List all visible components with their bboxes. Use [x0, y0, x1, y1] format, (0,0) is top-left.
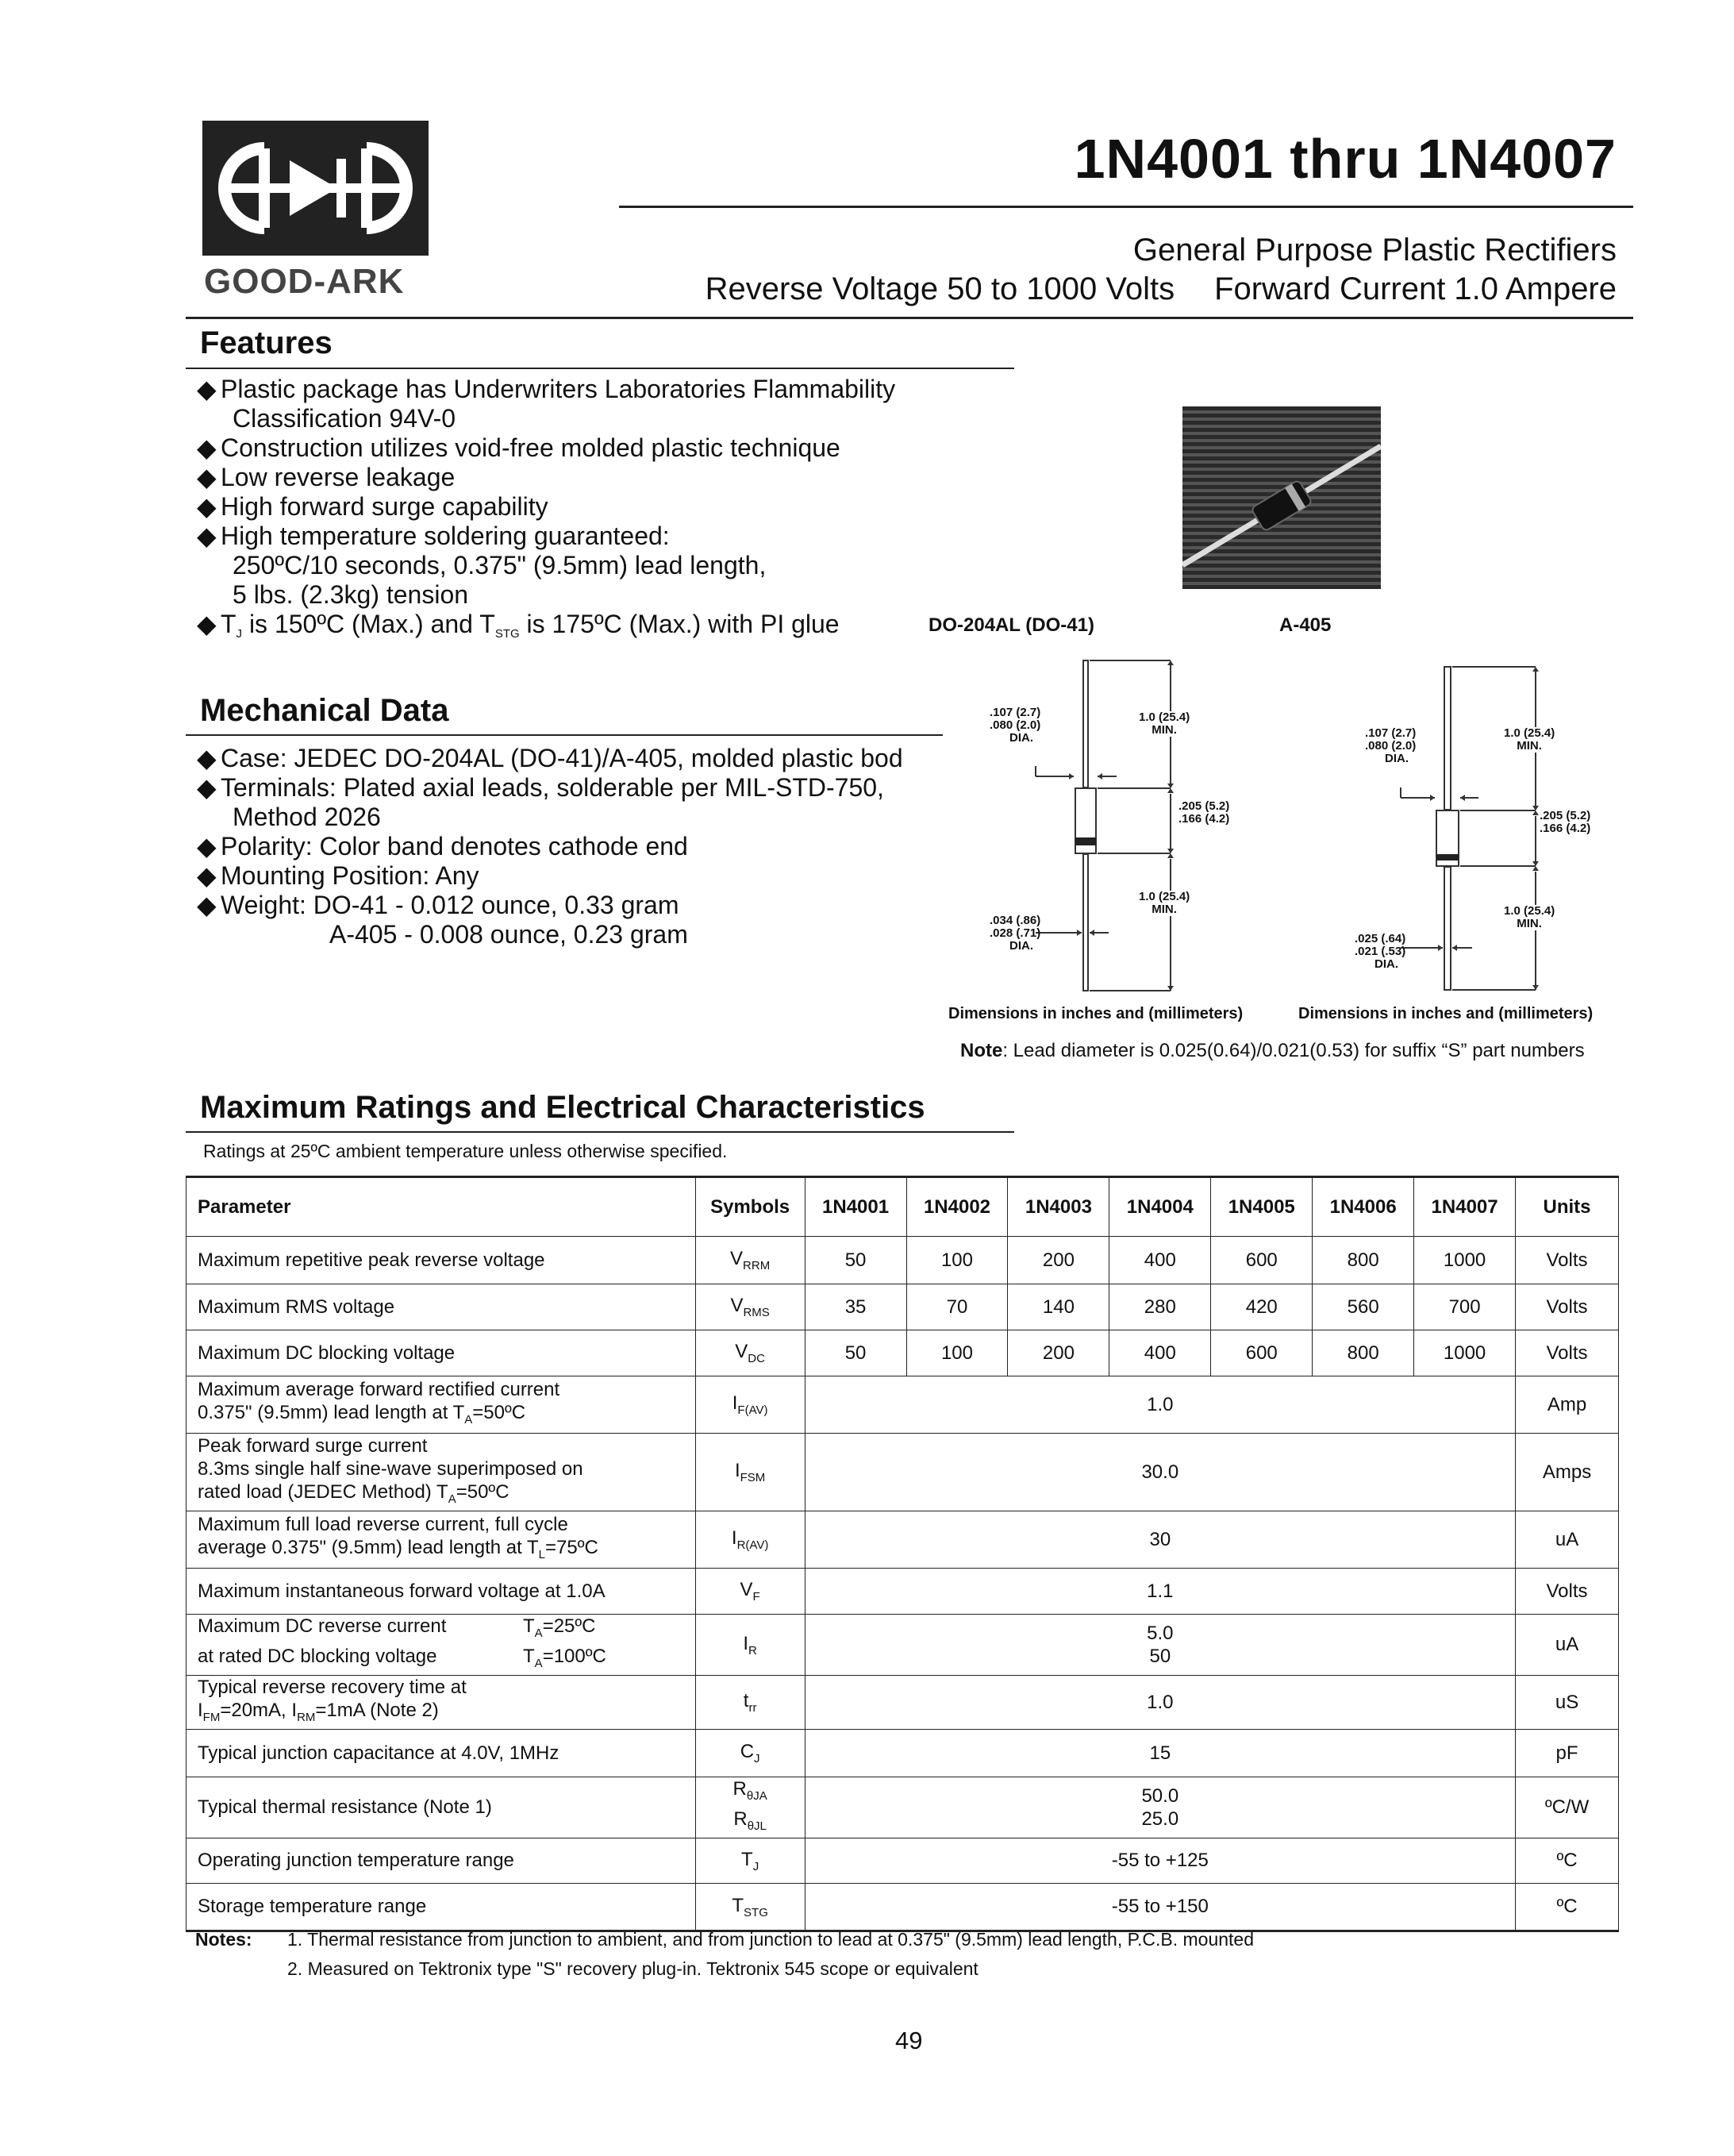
cell-value: 5.0 50 [805, 1615, 1515, 1676]
table-row-tj [186, 1838, 1619, 1884]
a405-bottom-lead-length: 1.0 (25.4) MIN. [1504, 904, 1555, 930]
a405-lead-diameter: .025 (.64) .021 (.53) DIA. [1355, 932, 1406, 971]
table-row-rth [186, 1777, 1619, 1838]
cell-value: 560 [1313, 1284, 1414, 1330]
do41-body-diameter: .107 (2.7) .080 (2.0) DIA. [990, 706, 1041, 745]
row-parameter: Peak forward surge current 8.3ms single half sine-wave superimposed on rated load (JEDEC Method) $T_A=50ºC$ [186, 1434, 696, 1511]
do41-dimension-caption: Dimensions in inches and (millimeters) [948, 1005, 1244, 1022]
table-row-ifsm [186, 1434, 1619, 1511]
row-symbol: $V_{DC}$ [695, 1330, 805, 1376]
mechanical-item-continued: A-405 - 0.008 ounce, 0.23 gram [329, 920, 688, 949]
note-1: 1. Thermal resistance from junction to ambient, and from junction to lead at 0.375" (9.5mm) lead length, P.C.B. mounted [287, 1929, 1255, 1950]
a405-dimension-caption: Dimensions in inches and (millimeters) [1298, 1005, 1594, 1022]
row-unit: Volts [1516, 1330, 1619, 1376]
feature-item-continued: 250ºC/10 seconds, 0.375" (9.5mm) lead length, [233, 551, 767, 579]
cell-value: 140 [1008, 1284, 1109, 1330]
cell-value: 400 [1109, 1237, 1211, 1284]
ratings-conditions: Ratings at 25ºC ambient temperature unless otherwise specified. [203, 1141, 728, 1161]
a405-dimension-drawing [1345, 659, 1619, 992]
cell-value: 1.1 [805, 1569, 1515, 1615]
diamond-bullet-icon: ◆ [197, 832, 217, 860]
feature-item-temperature: ◆ $T_J$ is 150ºC (Max.) and $T_{STG}$ is 175ºC (Max.) with PI glue [197, 610, 840, 641]
row-symbol: $t_{rr}$ [695, 1676, 805, 1730]
do41-label: DO-204AL (DO-41) [929, 614, 1094, 636]
header-symbols: Symbols [695, 1177, 805, 1237]
cell-value: 700 [1414, 1284, 1516, 1330]
do41-lead-diameter: .034 (.86) .028 (.71) DIA. [990, 914, 1041, 953]
feature-item-continued: 5 lbs. (2.3kg) tension [233, 580, 469, 609]
a405-body-length: .205 (5.2) .166 (4.2) [1540, 809, 1591, 835]
cell-value: -55 to +150 [805, 1884, 1515, 1931]
cell-value: 30 [805, 1511, 1515, 1569]
cell-value: 1.0 [805, 1376, 1515, 1434]
row-symbol: $R_{\theta JA}$ $R_{\theta JL}$ [695, 1777, 805, 1838]
row-parameter: Maximum average forward rectified current 0.375" (9.5mm) lead length at $T_A=50ºC$ [186, 1376, 696, 1434]
package-photo [1182, 406, 1381, 589]
header-units: Units [1516, 1177, 1619, 1237]
ratings-rule [186, 1131, 1014, 1133]
cell-value: 420 [1211, 1284, 1313, 1330]
row-parameter: Maximum RMS voltage [186, 1284, 696, 1330]
row-symbol: $V_{RRM}$ [695, 1237, 805, 1284]
brand-name: GOOD-ARK [204, 262, 405, 301]
ratings-table [186, 1176, 1619, 1932]
feature-item: ◆ Plastic package has Underwriters Laboratories Flammability [197, 375, 896, 403]
diamond-bullet-icon: ◆ [197, 610, 217, 638]
diamond-bullet-icon: ◆ [197, 375, 217, 403]
row-symbol: $C_J$ [695, 1730, 805, 1777]
mechanical-item: ◆ Weight: DO-41 - 0.012 ounce, 0.33 gram [197, 891, 679, 919]
row-parameter: Typical thermal resistance (Note 1) [186, 1777, 696, 1838]
header-1n4004: 1N4004 [1109, 1177, 1211, 1237]
row-parameter: Storage temperature range [186, 1884, 696, 1931]
feature-item: ◆ High temperature soldering guaranteed: [197, 522, 670, 550]
header-parameter: Parameter [186, 1177, 696, 1237]
cell-value: 800 [1313, 1237, 1414, 1284]
row-unit: ºC [1516, 1838, 1619, 1884]
row-parameter: Operating junction temperature range [186, 1838, 696, 1884]
header-1n4001: 1N4001 [805, 1177, 906, 1237]
features-heading: Features [200, 325, 333, 360]
do41-top-lead-length: 1.0 (25.4) MIN. [1139, 710, 1190, 737]
feature-item: ◆ Low reverse leakage [197, 463, 456, 491]
row-symbol: $I_{FSM}$ [695, 1434, 805, 1511]
row-symbol: $T_J$ [695, 1838, 805, 1884]
mechanical-list [0, 0, 936, 961]
header-1n4005: 1N4005 [1211, 1177, 1313, 1237]
do41-body-length: .205 (5.2) .166 (4.2) [1178, 799, 1230, 826]
mechanical-item-continued: Method 2026 [233, 803, 381, 831]
cell-value: 1000 [1414, 1330, 1516, 1376]
row-unit: Amps [1516, 1434, 1619, 1511]
reverse-voltage-summary: Reverse Voltage 50 to 1000 Volts [705, 271, 1175, 306]
cell-value: 200 [1008, 1237, 1109, 1284]
diamond-bullet-icon: ◆ [197, 463, 217, 491]
row-unit: Volts [1516, 1284, 1619, 1330]
cell-value: -55 to +125 [805, 1838, 1515, 1884]
feature-item: ◆ High forward surge capability [197, 492, 548, 521]
row-parameter: Maximum full load reverse current, full cycle average 0.375" (9.5mm) lead length at $T_L=75ºC$ [186, 1511, 696, 1569]
row-unit: Volts [1516, 1569, 1619, 1615]
subtitle: General Purpose Plastic Rectifiers [1132, 233, 1617, 268]
cell-value: 800 [1313, 1330, 1414, 1376]
table-row-ir [186, 1615, 1619, 1676]
cell-value: 280 [1109, 1284, 1211, 1330]
header-1n4006: 1N4006 [1313, 1177, 1414, 1237]
feature-item: ◆ Construction utilizes void-free molded plastic technique [197, 433, 840, 462]
diamond-bullet-icon: ◆ [197, 433, 217, 462]
page-title: 1N4001 thru 1N4007 [1074, 128, 1617, 190]
cell-value: 1.0 [805, 1676, 1515, 1730]
row-unit: uA [1516, 1511, 1619, 1569]
cell-value: 30.0 [805, 1434, 1515, 1511]
table-row-vrrm [186, 1237, 1619, 1284]
forward-current-summary: Forward Current 1.0 Ampere [1214, 271, 1617, 306]
row-parameter: Maximum DC reverse current $T_A=25ºC$ at rated DC blocking voltage $T_A=100ºC$ [186, 1615, 696, 1676]
a405-top-lead-length: 1.0 (25.4) MIN. [1504, 726, 1555, 753]
cell-value: 1000 [1414, 1237, 1516, 1284]
header-1n4002: 1N4002 [906, 1177, 1008, 1237]
table-row-vdc [186, 1330, 1619, 1376]
row-unit: pF [1516, 1730, 1619, 1777]
table-row-vrms [186, 1284, 1619, 1330]
row-parameter: Maximum DC blocking voltage [186, 1330, 696, 1376]
row-parameter: Typical junction capacitance at 4.0V, 1MHz [186, 1730, 696, 1777]
diamond-bullet-icon: ◆ [197, 744, 217, 772]
diamond-bullet-icon: ◆ [197, 773, 217, 802]
cell-value: 50 [805, 1237, 906, 1284]
a405-label: A-405 [1279, 614, 1332, 636]
lead-diameter-note: Note: Lead diameter is 0.025(0.64)/0.021(0.53) for suffix “S” part numbers [960, 1040, 1585, 1061]
cell-value: 15 [805, 1730, 1515, 1777]
diamond-bullet-icon: ◆ [197, 891, 217, 919]
table-row-trr [186, 1676, 1619, 1730]
row-parameter: Maximum repetitive peak reverse voltage [186, 1237, 696, 1284]
row-parameter: Maximum instantaneous forward voltage at 1.0A [186, 1569, 696, 1615]
cell-value: 600 [1211, 1330, 1313, 1376]
cell-value: 100 [906, 1330, 1008, 1376]
mechanical-item: ◆ Mounting Position: Any [197, 861, 479, 890]
cell-value: 70 [906, 1284, 1008, 1330]
cell-value: 35 [805, 1284, 906, 1330]
diamond-bullet-icon: ◆ [197, 861, 217, 890]
row-symbol: $V_F$ [695, 1569, 805, 1615]
table-row-vf [186, 1569, 1619, 1615]
row-symbol: $V_{RMS}$ [695, 1284, 805, 1330]
cell-value: 50.0 25.0 [805, 1777, 1515, 1838]
cell-value: 200 [1008, 1330, 1109, 1376]
row-unit: uA [1516, 1615, 1619, 1676]
notes-label: Notes: [195, 1929, 252, 1950]
row-unit: Amp [1516, 1376, 1619, 1434]
mechanical-item: ◆ Case: JEDEC DO-204AL (DO-41)/A-405, molded plastic bod [197, 744, 903, 772]
cell-value: 600 [1211, 1237, 1313, 1284]
row-symbol: $I_{F(AV)}$ [695, 1376, 805, 1434]
note-2: 2. Measured on Tektronix type "S" recovery plug-in. Tektronix 545 scope or equivalent [287, 1958, 978, 1979]
row-symbol: $I_R$ [695, 1615, 805, 1676]
page-number: 49 [895, 2027, 923, 2054]
diode-photo-icon [1182, 406, 1381, 589]
cell-value: 100 [906, 1237, 1008, 1284]
header-1n4003: 1N4003 [1008, 1177, 1109, 1237]
table-row-irav [186, 1511, 1619, 1569]
row-symbol: $I_{R(AV)}$ [695, 1511, 805, 1569]
cell-value: 400 [1109, 1330, 1211, 1376]
diamond-bullet-icon: ◆ [197, 522, 217, 550]
row-unit: Volts [1516, 1237, 1619, 1284]
mechanical-heading: Mechanical Data [200, 693, 449, 728]
row-symbol: $T_{STG}$ [695, 1884, 805, 1931]
diamond-bullet-icon: ◆ [197, 492, 217, 521]
do41-dimension-drawing [980, 659, 1250, 992]
cell-value: 50 [805, 1330, 906, 1376]
feature-item-continued: Classification 94V-0 [233, 404, 456, 433]
row-unit: ºC/W [1516, 1777, 1619, 1838]
header-1n4007: 1N4007 [1414, 1177, 1516, 1237]
table-row-cj [186, 1730, 1619, 1777]
ratings-heading: Maximum Ratings and Electrical Characteristics [200, 1090, 925, 1125]
row-unit: uS [1516, 1676, 1619, 1730]
mechanical-item: ◆ Terminals: Plated axial leads, solderable per MIL-STD-750, [197, 773, 884, 802]
do41-bottom-lead-length: 1.0 (25.4) MIN. [1139, 890, 1190, 916]
table-row-ifav [186, 1376, 1619, 1434]
row-unit: ºC [1516, 1884, 1619, 1931]
row-parameter: Typical reverse recovery time at $I_{FM}=20mA$, $I_{RM}=1mA$ (Note 2) [186, 1676, 696, 1730]
a405-body-diameter: .107 (2.7) .080 (2.0) DIA. [1365, 726, 1417, 765]
table-header-row [186, 1177, 1619, 1237]
mechanical-item: ◆ Polarity: Color band denotes cathode end [197, 832, 688, 860]
table-row-tstg [186, 1884, 1619, 1931]
